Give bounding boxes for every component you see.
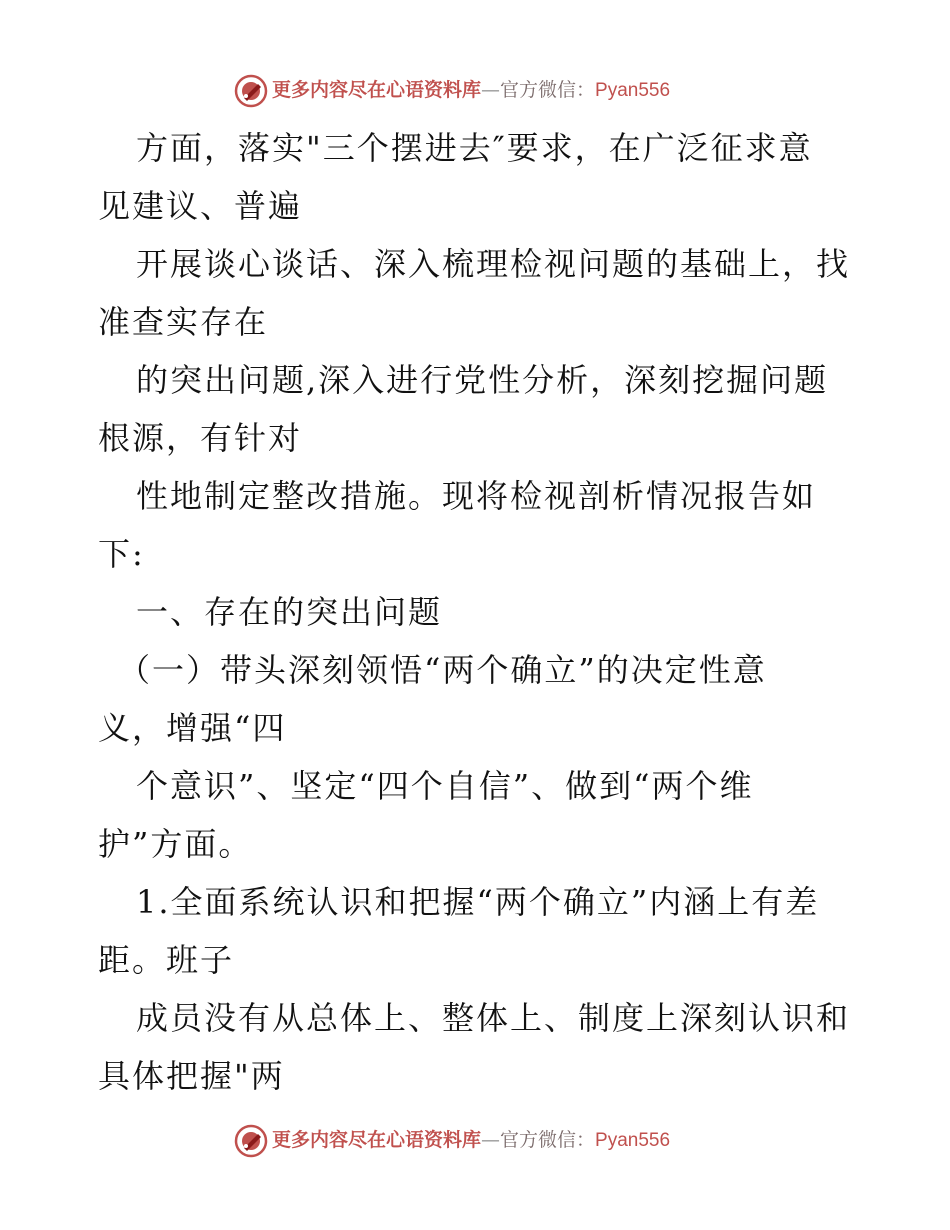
body-line: 1.全面系统认识和把握“两个确立”内涵上有差: [136, 883, 820, 921]
watermark-site-name: 更多内容尽在心语资料库: [272, 79, 482, 101]
body-line: 下:: [98, 535, 145, 573]
body-line: 准查实存在: [98, 303, 269, 341]
body-line: 性地制定整改措施。现将检视剖析情况报告如: [136, 477, 817, 515]
body-line: 根源，有针对: [98, 419, 303, 457]
watermark-wechat-handle: Pyan556: [595, 1130, 671, 1151]
watermark-site-name: 更多内容尽在心语资料库: [272, 1129, 482, 1151]
pen-nib-logo-icon: [234, 74, 268, 108]
section-heading: 一、存在的突出问题: [136, 593, 443, 631]
watermark-wechat-label: 官方微信：: [500, 1129, 596, 1151]
header-watermark-banner: [0, 70, 950, 110]
watermark-text: [272, 78, 670, 103]
body-line: 义，增强“四: [98, 709, 287, 747]
body-line: 方面，落实"三个摆进去″要求，在广泛征求意: [136, 129, 813, 167]
subsection-heading: （一）带头深刻领悟“两个确立”的决定性意: [118, 651, 767, 689]
body-line: 距。班子: [98, 941, 235, 979]
body-line: 开展谈心谈话、深入梳理检视问题的基础上，找: [136, 245, 851, 283]
watermark-dash: —: [481, 79, 501, 101]
body-line: 的突出问题,深入进行党性分析，深刻挖掘问题: [136, 361, 829, 399]
footer-watermark-banner: [0, 1120, 950, 1160]
body-line: 个意识”、坚定“四个自信”、做到“两个维: [136, 767, 754, 805]
watermark-wechat-label: 官方微信：: [500, 79, 596, 101]
body-line: 见建议、普遍: [98, 187, 303, 225]
watermark-dash: —: [481, 1129, 501, 1151]
pen-nib-logo-icon: [234, 1124, 268, 1158]
body-line: 具体把握"两: [98, 1057, 285, 1095]
body-line: 成员没有从总体上、整体上、制度上深刻认识和: [136, 999, 851, 1037]
body-line: 护”方面。: [98, 825, 253, 863]
watermark-text: [272, 1128, 670, 1153]
watermark-wechat-handle: Pyan556: [595, 80, 671, 101]
